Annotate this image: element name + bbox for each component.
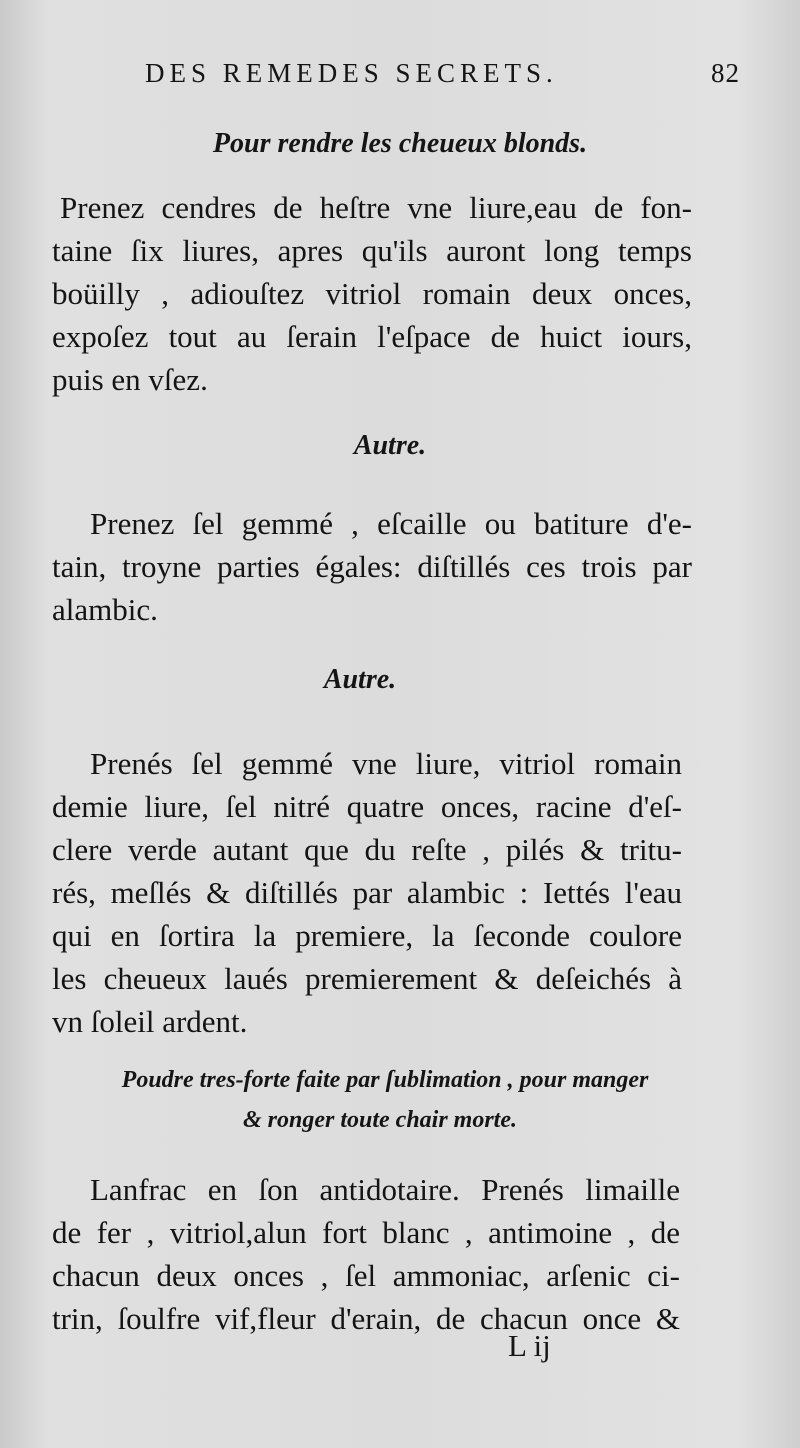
- running-header: [145, 58, 740, 89]
- page-number: 82: [711, 58, 740, 88]
- section-title: Poudre tres-forte faite par ſublimation , pour manger & ronger toute chair morte.: [121, 1067, 649, 1133]
- section-title: Pour rendre les cheueux blonds.: [212, 128, 588, 159]
- section-title: Autre.: [323, 664, 397, 695]
- paragraph: Prenez cendres de heſtre vne liure,eau de fon- taine ſix liures, apres qu'ils auront long temps boüilly , adiouſtez vitriol romain deux onces, expoſez tout au ſerain l'eſpace de huict iours, puis en vſez.: [52, 190, 692, 397]
- signature-mark: L ij: [508, 1328, 551, 1363]
- paragraph: Prenés ſel gemmé vne liure, vitriol romain demie liure, ſel nitré quatre onces, racine d'eſ- clere verde autant que du reſte , pilés & tritu- rés, meſlés & diſtillés par alambic : Iettés l'eau qui en ſortira la premiere, la ſeconde coulore les cheueux laués premierement & deſeichés à vn ſoleil ardent.: [52, 746, 682, 1039]
- paragraph: Lanfrac en ſon antidotaire. Prenés limaille de fer , vitriol,alun fort blanc , antimoine , de chacun deux onces , ſel ammoniac, arſenic ci- trin, ſoulfre vif,fleur d'erain, de chacun once &: [52, 1172, 680, 1336]
- section-title: Autre.: [353, 430, 427, 461]
- paragraph: Prenez ſel gemmé , eſcaille ou batiture d'e- tain, troyne parties égales: diſtillés ces trois par alambic.: [52, 506, 692, 627]
- running-title: DES REMEDES SECRETS.: [145, 58, 558, 88]
